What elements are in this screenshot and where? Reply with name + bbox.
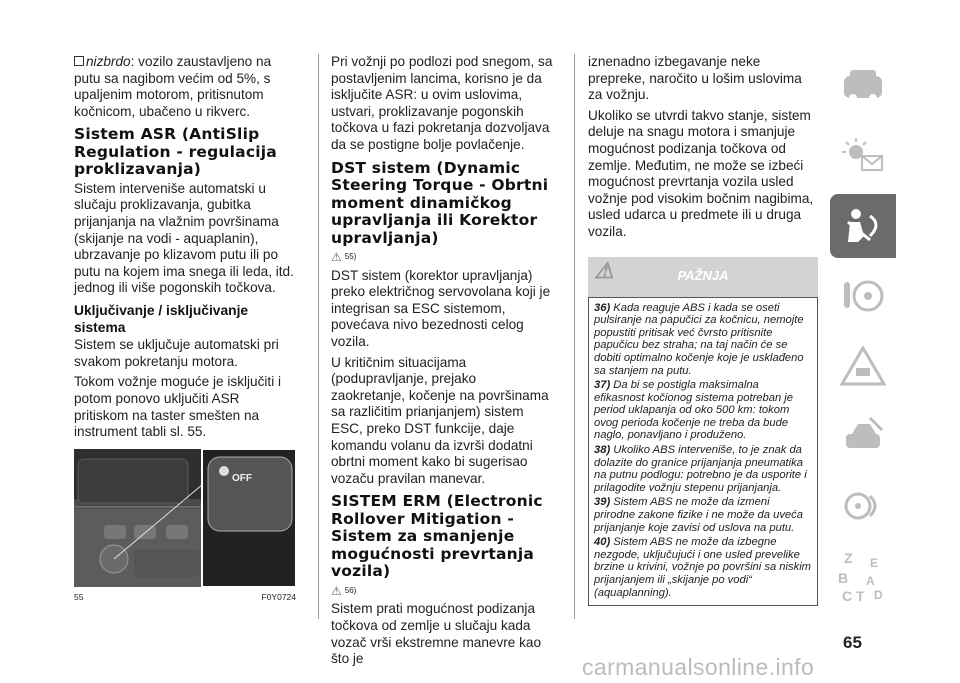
column-separator [574, 54, 575, 619]
warning-ref-number: 55) [344, 252, 357, 262]
warning-note [594, 379, 812, 442]
heading-erm: SISTEM ERM (Electronic Rollover Mitigation - Sistem za smanjenje mogućnosti prevrtanja vozila) [331, 492, 543, 581]
maintenance-icon[interactable] [830, 404, 896, 468]
index-icon[interactable] [830, 544, 896, 608]
column-3 [588, 54, 818, 606]
note-number: 38) [594, 444, 611, 457]
note-number: 39) [594, 496, 611, 509]
paragraph-dst-2: U kritičnim situacijama (podupravljanje, prejako zaokretanje, kočenje na površinama sa različitim prianjanjem) sistem ESC, preko DST funkcije, daje komandu volanu da izvrši dodatni obrtni moment kako bi sugerisao vozaču pravilan manevar. [331, 354, 549, 486]
note-text: Sistem ABS ne može da izmeni prirodne zakone fizike i ne može da uveća prijanjanje koje zavisi od uslova na putu. [594, 496, 803, 534]
figure-number: 55 [74, 591, 84, 602]
figure-caption [74, 589, 296, 606]
intro-italic: nizbrdo [86, 54, 131, 69]
chapter-sidebar [830, 54, 896, 614]
index-letter: T [856, 588, 865, 604]
warning-ref-dst [331, 249, 553, 266]
emergency-icon[interactable] [830, 334, 896, 398]
paragraph-chains: Pri vožnji po podlozi pod snegom, sa postavljenim lancima, korisno je da isključite ASR: u ovim uslovima, ustvari, proklizavanje pogonskih točkova u fazi pokretanja dozvoljava da se postigne bolje povlačenje. [331, 54, 553, 152]
paragraph-avoidance: iznenadno izbegavanje neke prepreke, naročito u lošim uslovima za vožnju. [588, 54, 802, 103]
off-label: OFF [232, 472, 252, 484]
warning-note [594, 496, 812, 534]
heading-asr: Sistem ASR (AntiSlip Regulation - regulacija proklizavanja) [74, 125, 277, 179]
index-letter: Z [844, 550, 853, 566]
figure-asr-button [74, 449, 296, 587]
note-text: Ukoliko ABS interveniše, to je znak da dolazite do granice prijanjanja pneumatika na putnu podlogu: potrebno je da usporite i prilagodite vožnju stepenu prijanjanja. [594, 444, 807, 494]
note-number: 40) [594, 536, 611, 549]
intro-text: : vozilo zaustavljeno na putu sa nagibom većim od 5%, s upaljenim motorom, pritisnutom kočnicom, ubačeno u rikverc. [74, 54, 272, 119]
footer-watermark: carmanualsonline.info [582, 654, 815, 680]
warning-triangle-icon: ⚠ [594, 257, 614, 283]
paragraph-on-off-1: Sistem se uključuje automatski pri svakom pokretanju motora. [74, 337, 279, 369]
warning-title: PAŽNJA [677, 268, 729, 284]
warning-note [594, 536, 812, 599]
index-letter: E [870, 556, 879, 570]
warning-note [594, 302, 812, 378]
paragraph-dst-1: DST sistem (korektor upravljanja) preko električnog servovolana koji je integrisan sa ESC sistemom, povećava nivo bezednosti celog vozila. [331, 267, 551, 350]
warning-triangle-icon: ⚠ [331, 250, 342, 265]
safety-airbag-icon[interactable] [830, 194, 896, 258]
figure-code: F0Y0724 [261, 591, 296, 602]
note-number: 37) [594, 379, 611, 392]
warning-ref-erm [331, 583, 553, 600]
note-text: Da bi se postigla maksimalna efikasnost kočionog sistema potreban je period uklapanja od oko 500 km: tokom ovog perioda kočenje ne treba da bude naglo, ponavljano i produženo. [594, 379, 794, 442]
page-number: 65 [843, 633, 862, 652]
car-dashboard-icon[interactable] [830, 54, 896, 118]
intro-paragraph [74, 54, 296, 120]
column-1 [74, 54, 296, 605]
warning-body [588, 297, 818, 607]
paragraph-on-off-2: Tokom vožnje moguće je isključiti i potom ponovo uključiti ASR pritiskom na taster smešten na instrument tabli sl. 55. [74, 374, 282, 440]
index-letter: C [842, 588, 853, 604]
paragraph-erm-action: Ukoliko se utvrdi takvo stanje, sistem deluje na snagu motora i smanjuje mogućnost podizanja točkova od zemlje. Međutim, ne može se izbeći mogućnost prevrtanja vozila usled vožnje pod visokim bočnim nagibima, usled udarca u predmete ili u druga vozila. [588, 107, 814, 239]
warning-lights-icon[interactable] [830, 124, 896, 188]
column-2 [331, 54, 553, 672]
paragraph-erm: Sistem prati mogućnost podizanja točkova od zemlje u slučaju kada vozač vrši ekstremne manevre kao što je [331, 601, 542, 667]
warning-triangle-icon: ⚠ [331, 583, 342, 598]
note-text: Kada reaguje ABS i kada se oseti pulsiranje na papučici za kočnicu, nemojte popustiti pritisak već čvrsto pritisnite papučicu bez straha; na taj način će se dobiti optimalno kočenje koje je usklađeno sa stanjem na putu. [594, 301, 804, 377]
index-letter: B [838, 570, 849, 586]
index-letter: A [866, 574, 875, 588]
heading-dst: DST sistem (Dynamic Steering Torque - Obrtni moment dinamičkog upravljanja ili Korektor upravljanja) [331, 158, 549, 247]
warning-note [594, 444, 812, 494]
warning-ref-number: 56) [344, 585, 357, 595]
index-letter: D [874, 588, 883, 602]
paragraph-asr: Sistem interveniše automatski u slučaju proklizavanja, gubitka prijanjanja na vlažnim površinama (skijanje na vodi - aquaplanin), ubrzavanje po klizavom putu ili po putu na kojem ima snega ili leda, itd. jednog ili više pogonskih točkova. [74, 180, 294, 296]
multimedia-icon[interactable] [830, 474, 896, 538]
note-number: 36) [594, 301, 611, 314]
note-text: Sistem ABS ne može da izbegne nezgode, uključujući i one usled prevelike brzine u krivini, vožnje po površini sa niskim prijanjanjem ili „skijanje po vodi“ (aquaplanning). [594, 536, 811, 599]
asr-button-photo [74, 449, 296, 587]
heading-on-off: Uključivanje / isključivanje sistema [74, 303, 249, 335]
column-separator [318, 54, 319, 619]
starting-driving-icon[interactable] [830, 264, 896, 328]
checkbox-icon [74, 56, 84, 66]
warning-header [588, 257, 818, 297]
warning-box [588, 257, 818, 607]
